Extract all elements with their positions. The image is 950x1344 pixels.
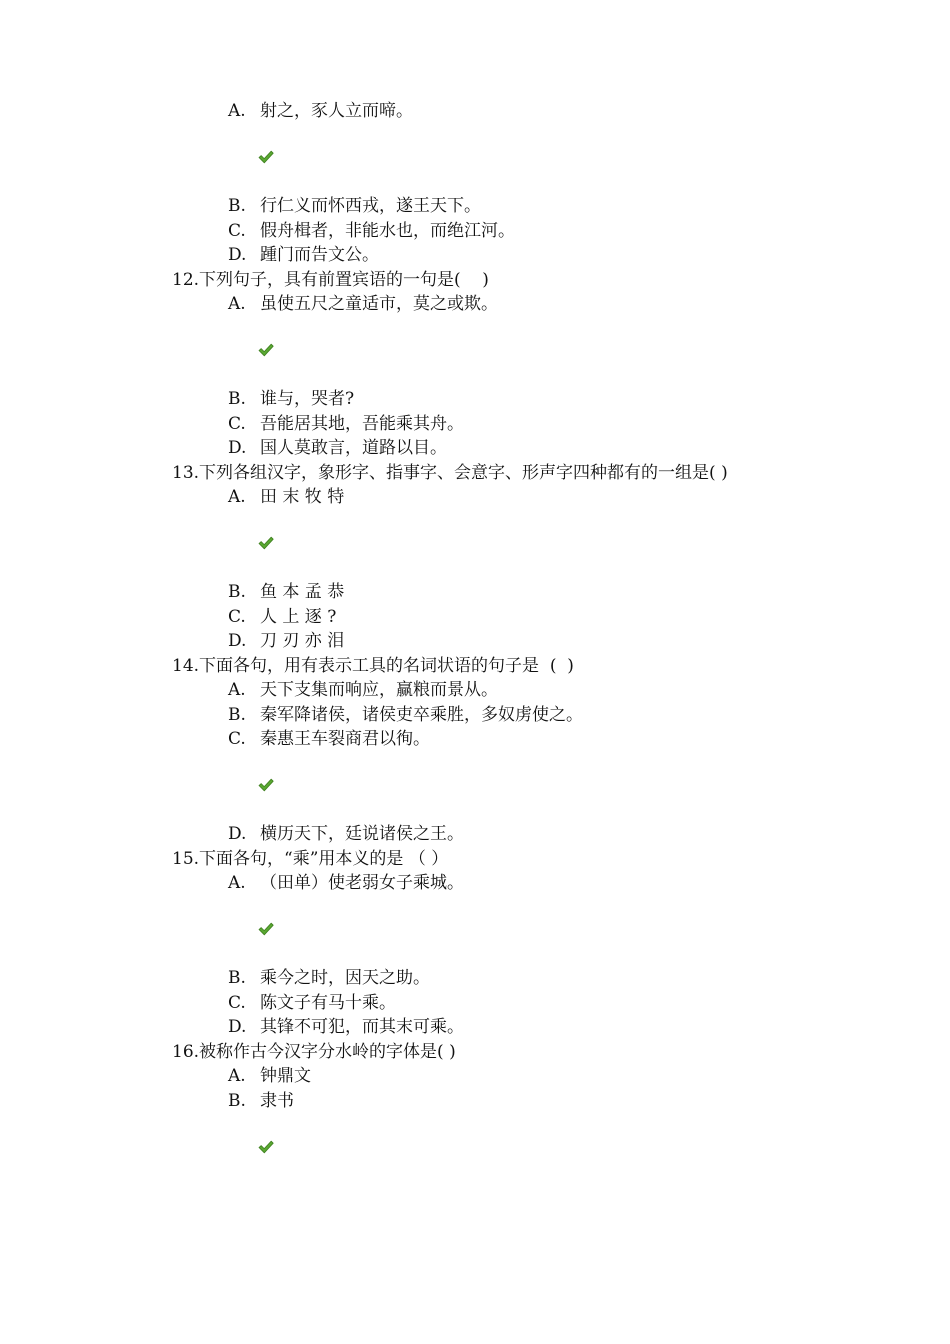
answer-option xyxy=(228,244,379,266)
option-text: 射之，豕人立而啼。 xyxy=(260,101,413,121)
option-letter: B. xyxy=(228,704,246,725)
answer-option xyxy=(228,388,354,410)
answer-option xyxy=(228,992,396,1014)
answer-option xyxy=(228,293,498,315)
answer-option xyxy=(228,1090,294,1112)
option-letter: A. xyxy=(228,1066,246,1086)
correct-checkmark-icon xyxy=(258,1140,274,1154)
question-text: 12.下列句子，具有前置宾语的一句是( ) xyxy=(172,269,489,290)
answer-option xyxy=(228,486,344,508)
option-text: 秦军降诸侯，诸侯吏卒乘胜，多奴虏使之。 xyxy=(260,704,583,725)
option-letter: C. xyxy=(228,992,246,1013)
option-letter: A. xyxy=(228,680,246,700)
option-text: 刀 刃 亦 泪 xyxy=(260,631,345,651)
option-letter: D. xyxy=(228,1017,247,1037)
answer-option xyxy=(228,823,464,845)
option-text: （田单）使老弱女子乘城。 xyxy=(260,873,464,893)
option-letter: B. xyxy=(228,968,246,988)
option-letter: A. xyxy=(228,487,246,507)
option-letter: C. xyxy=(228,729,246,749)
correct-checkmark-icon xyxy=(258,150,274,164)
question-text: 14.下面各句，用有表示工具的名词状语的句子是 ( ) xyxy=(172,655,574,676)
option-text: 钟鼎文 xyxy=(260,1066,311,1086)
correct-checkmark-icon xyxy=(258,778,274,792)
option-text: 横历天下，廷说诸侯之王。 xyxy=(260,824,464,844)
option-text: 国人莫敢言，道路以目。 xyxy=(260,438,447,458)
question-text: 13.下列各组汉字，象形字、指事字、会意字、形声字四种都有的一组是( ) xyxy=(172,462,728,483)
answer-option xyxy=(228,630,344,652)
answer-option xyxy=(228,1065,311,1087)
option-text: 谁与，哭者? xyxy=(260,389,355,409)
answer-option xyxy=(228,679,498,701)
option-letter: D. xyxy=(228,631,247,651)
option-letter: B. xyxy=(228,196,246,216)
option-letter: B. xyxy=(228,582,246,602)
question-text: 15.下面各句，“乘”用本义的是 （ ） xyxy=(172,848,449,869)
answer-option xyxy=(228,728,430,750)
option-text: 陈文子有马十乘。 xyxy=(260,992,396,1013)
option-letter: B. xyxy=(228,1090,246,1111)
option-text: 其锋不可犯，而其末可乘。 xyxy=(260,1017,464,1037)
option-letter: C. xyxy=(228,413,246,434)
option-letter: A. xyxy=(228,873,246,893)
option-letter: B. xyxy=(228,389,246,409)
option-text: 鱼 本 孟 恭 xyxy=(260,582,345,602)
question-text: 16.被称作古今汉字分水岭的字体是( ) xyxy=(172,1041,456,1062)
option-letter: C. xyxy=(228,606,246,627)
answer-option xyxy=(228,100,413,122)
correct-checkmark-icon xyxy=(258,536,274,550)
answer-option xyxy=(228,872,464,894)
option-text: 天下支集而响应，赢粮而景从。 xyxy=(260,680,498,700)
correct-checkmark-icon xyxy=(258,922,274,936)
option-text: 隶书 xyxy=(260,1090,294,1111)
answer-option xyxy=(228,195,481,217)
option-letter: D. xyxy=(228,245,247,265)
answer-option xyxy=(228,1016,464,1038)
answer-option xyxy=(228,967,430,989)
answer-option xyxy=(228,437,447,459)
option-text: 吾能居其地，吾能乘其舟。 xyxy=(260,413,464,434)
answer-option xyxy=(228,220,515,242)
option-text: 田 末 牧 特 xyxy=(260,487,345,507)
option-text: 人 上 逐 ? xyxy=(260,606,337,627)
answer-option xyxy=(228,581,344,603)
option-letter: A. xyxy=(228,294,246,314)
option-text: 虽使五尺之童适市，莫之或欺。 xyxy=(260,294,498,314)
answer-option xyxy=(228,606,336,628)
correct-checkmark-icon xyxy=(258,343,274,357)
answer-option xyxy=(228,704,583,726)
option-text: 踵门而告文公。 xyxy=(260,245,379,265)
option-text: 秦惠王车裂商君以徇。 xyxy=(260,729,430,749)
option-letter: D. xyxy=(228,438,247,458)
option-letter: C. xyxy=(228,220,246,241)
option-text: 假舟楫者，非能水也，而绝江河。 xyxy=(260,220,515,241)
option-text: 行仁义而怀西戎，遂王天下。 xyxy=(260,196,481,216)
option-text: 乘今之时，因天之助。 xyxy=(260,968,430,988)
answer-option xyxy=(228,413,464,435)
option-letter: A. xyxy=(228,101,246,121)
option-letter: D. xyxy=(228,824,247,844)
